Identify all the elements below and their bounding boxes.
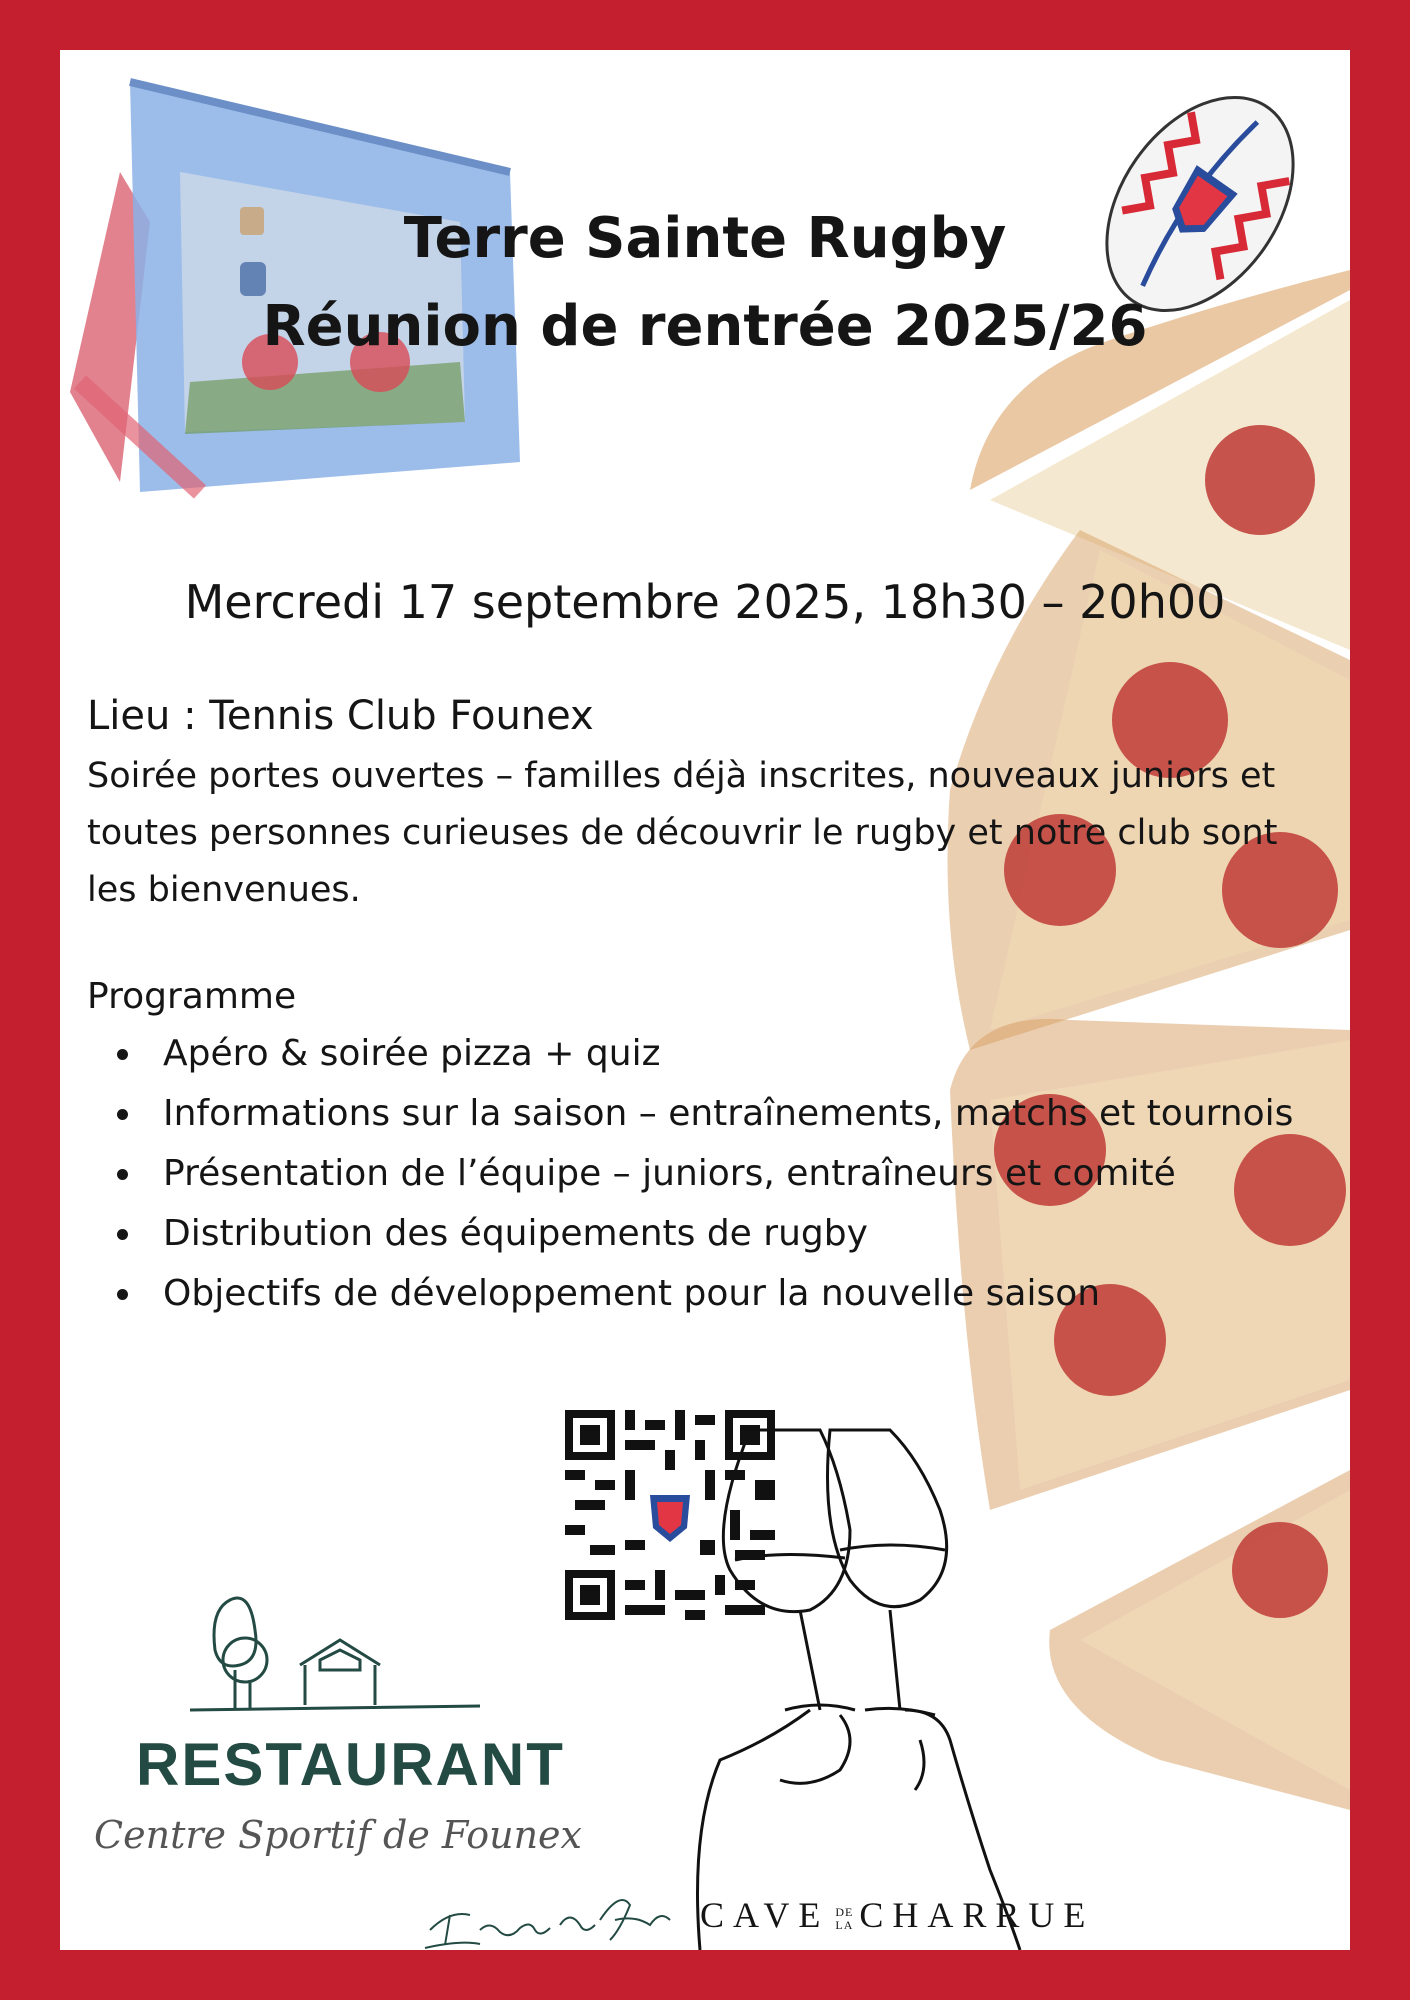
cave-right: CHARRUE [859,1895,1095,1935]
restaurant-logo-icon [190,1580,490,1720]
signature-image [420,1870,680,1950]
cave-la: LA [835,1917,854,1932]
event-datetime: Mercredi 17 septembre 2025, 18h30 – 20h00 [184,575,1226,629]
event-location: Lieu : Tennis Club Founex [87,693,594,739]
restaurant-subtitle: Centre Sportif de Founex [94,1813,582,1857]
programme-item: Distribution des équipements de rugby [163,1204,1350,1264]
cave-charrue-logo [700,1895,1260,1935]
title-line-2: Réunion de rentrée 2025/26 [262,294,1148,359]
cave-de-la [835,1906,853,1932]
poster-title [60,195,1350,371]
poster [60,50,1350,1950]
programme-item: Présentation de l’équipe – juniors, entraîneurs et comité [163,1144,1350,1204]
wine-glasses-icon [690,1410,1310,1950]
title-line-1: Terre Sainte Rugby [403,206,1007,271]
programme-list [87,1024,1350,1324]
programme-item: Apéro & soirée pizza + quiz [163,1024,1350,1084]
programme-heading: Programme [87,976,297,1017]
cave-de: DE [835,1904,854,1919]
cave-left: CAVE [700,1895,830,1935]
programme-item: Objectifs de développement pour la nouvelle saison [163,1264,1350,1324]
programme-item: Informations sur la saison – entraînements, matchs et tournois [163,1084,1350,1144]
restaurant-name: RESTAURANT [136,1731,565,1798]
event-description: Soirée portes ouvertes – familles déjà inscrites, nouveaux juniors et toutes personnes curieuses de découvrir le rugby et notre club sont les bienvenues. [87,756,1278,910]
